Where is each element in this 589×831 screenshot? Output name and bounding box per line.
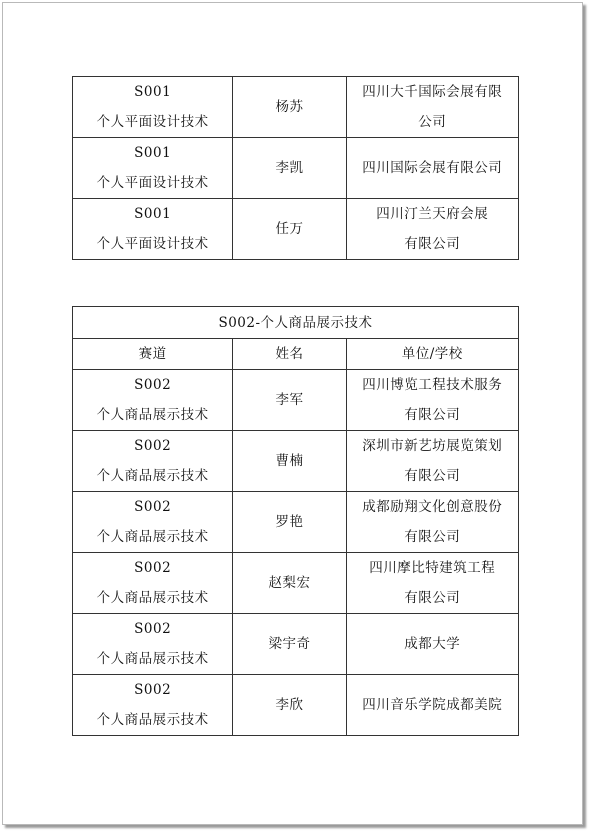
unit-line: 深圳市新艺坊展览策划 bbox=[362, 438, 503, 454]
track-code: S002 bbox=[134, 560, 172, 576]
unit-cell bbox=[346, 77, 518, 138]
unit-cell bbox=[346, 199, 518, 260]
table-row bbox=[73, 614, 519, 675]
track-cell bbox=[73, 492, 233, 553]
unit-cell bbox=[346, 138, 518, 199]
unit-line: 有限公司 bbox=[404, 407, 461, 423]
track-name: 个人商品展示技术 bbox=[96, 407, 209, 423]
unit-line: 四川博览工程技术服务 bbox=[362, 377, 503, 393]
column-header-unit: 单位/学校 bbox=[346, 339, 518, 370]
track-code: S002 bbox=[134, 499, 172, 515]
track-name: 个人商品展示技术 bbox=[96, 468, 209, 484]
participant-name: 杨苏 bbox=[233, 77, 346, 138]
track-name: 个人平面设计技术 bbox=[96, 114, 209, 130]
column-header-name: 姓名 bbox=[233, 339, 346, 370]
table-row bbox=[73, 77, 519, 138]
track-name: 个人商品展示技术 bbox=[96, 712, 209, 728]
unit-line: 有限公司 bbox=[404, 590, 461, 606]
column-header-track: 赛道 bbox=[73, 339, 233, 370]
track-code: S002 bbox=[134, 438, 172, 454]
table-row bbox=[73, 138, 519, 199]
table-header-row bbox=[73, 339, 519, 370]
unit-line: 四川汀兰天府会展 bbox=[376, 206, 489, 222]
track-cell bbox=[73, 614, 233, 675]
track-cell bbox=[73, 675, 233, 736]
track-cell bbox=[73, 77, 233, 138]
track-code: S002 bbox=[134, 682, 172, 698]
table-row bbox=[73, 199, 519, 260]
unit-line: 有限公司 bbox=[404, 236, 461, 252]
unit-line: 成都励翔文化创意股份 bbox=[362, 499, 503, 515]
unit-cell bbox=[346, 675, 518, 736]
unit-line: 四川国际会展有限公司 bbox=[362, 160, 503, 176]
participant-name: 任万 bbox=[233, 199, 346, 260]
participant-name: 曹楠 bbox=[233, 431, 346, 492]
track-code: S001 bbox=[134, 145, 172, 161]
participant-name: 赵梨宏 bbox=[233, 553, 346, 614]
table-row bbox=[73, 370, 519, 431]
table-title-row bbox=[73, 307, 519, 339]
unit-cell bbox=[346, 492, 518, 553]
participant-name: 李军 bbox=[233, 370, 346, 431]
document-page bbox=[2, 2, 583, 825]
participant-name: 李凯 bbox=[233, 138, 346, 199]
unit-cell bbox=[346, 614, 518, 675]
participants-table-s002 bbox=[72, 306, 519, 736]
unit-line: 成都大学 bbox=[404, 636, 461, 652]
unit-line: 有限公司 bbox=[404, 468, 461, 484]
track-cell bbox=[73, 431, 233, 492]
table-row bbox=[73, 492, 519, 553]
track-cell bbox=[73, 199, 233, 260]
track-name: 个人平面设计技术 bbox=[96, 175, 209, 191]
unit-cell bbox=[346, 553, 518, 614]
unit-line: 有限公司 bbox=[404, 529, 461, 545]
track-name: 个人平面设计技术 bbox=[96, 236, 209, 252]
unit-line: 公司 bbox=[418, 114, 447, 130]
track-cell bbox=[73, 553, 233, 614]
track-name: 个人商品展示技术 bbox=[96, 651, 209, 667]
track-code: S001 bbox=[134, 84, 172, 100]
table-row bbox=[73, 675, 519, 736]
participant-name: 李欣 bbox=[233, 675, 346, 736]
track-code: S002 bbox=[134, 377, 172, 393]
table-row bbox=[73, 431, 519, 492]
track-name: 个人商品展示技术 bbox=[96, 590, 209, 606]
track-cell bbox=[73, 138, 233, 199]
unit-cell bbox=[346, 431, 518, 492]
unit-cell bbox=[346, 370, 518, 431]
unit-line: 四川音乐学院成都美院 bbox=[362, 697, 503, 713]
participant-name: 梁宇奇 bbox=[233, 614, 346, 675]
participant-name: 罗艳 bbox=[233, 492, 346, 553]
unit-line: 四川大千国际会展有限 bbox=[362, 84, 503, 100]
unit-line: 四川摩比特建筑工程 bbox=[369, 560, 496, 576]
track-code: S002 bbox=[134, 621, 172, 637]
participants-table-s001 bbox=[72, 76, 519, 260]
track-cell bbox=[73, 370, 233, 431]
track-code: S001 bbox=[134, 206, 172, 222]
track-name: 个人商品展示技术 bbox=[96, 529, 209, 545]
table-title: S002-个人商品展示技术 bbox=[73, 307, 519, 339]
table-row bbox=[73, 553, 519, 614]
